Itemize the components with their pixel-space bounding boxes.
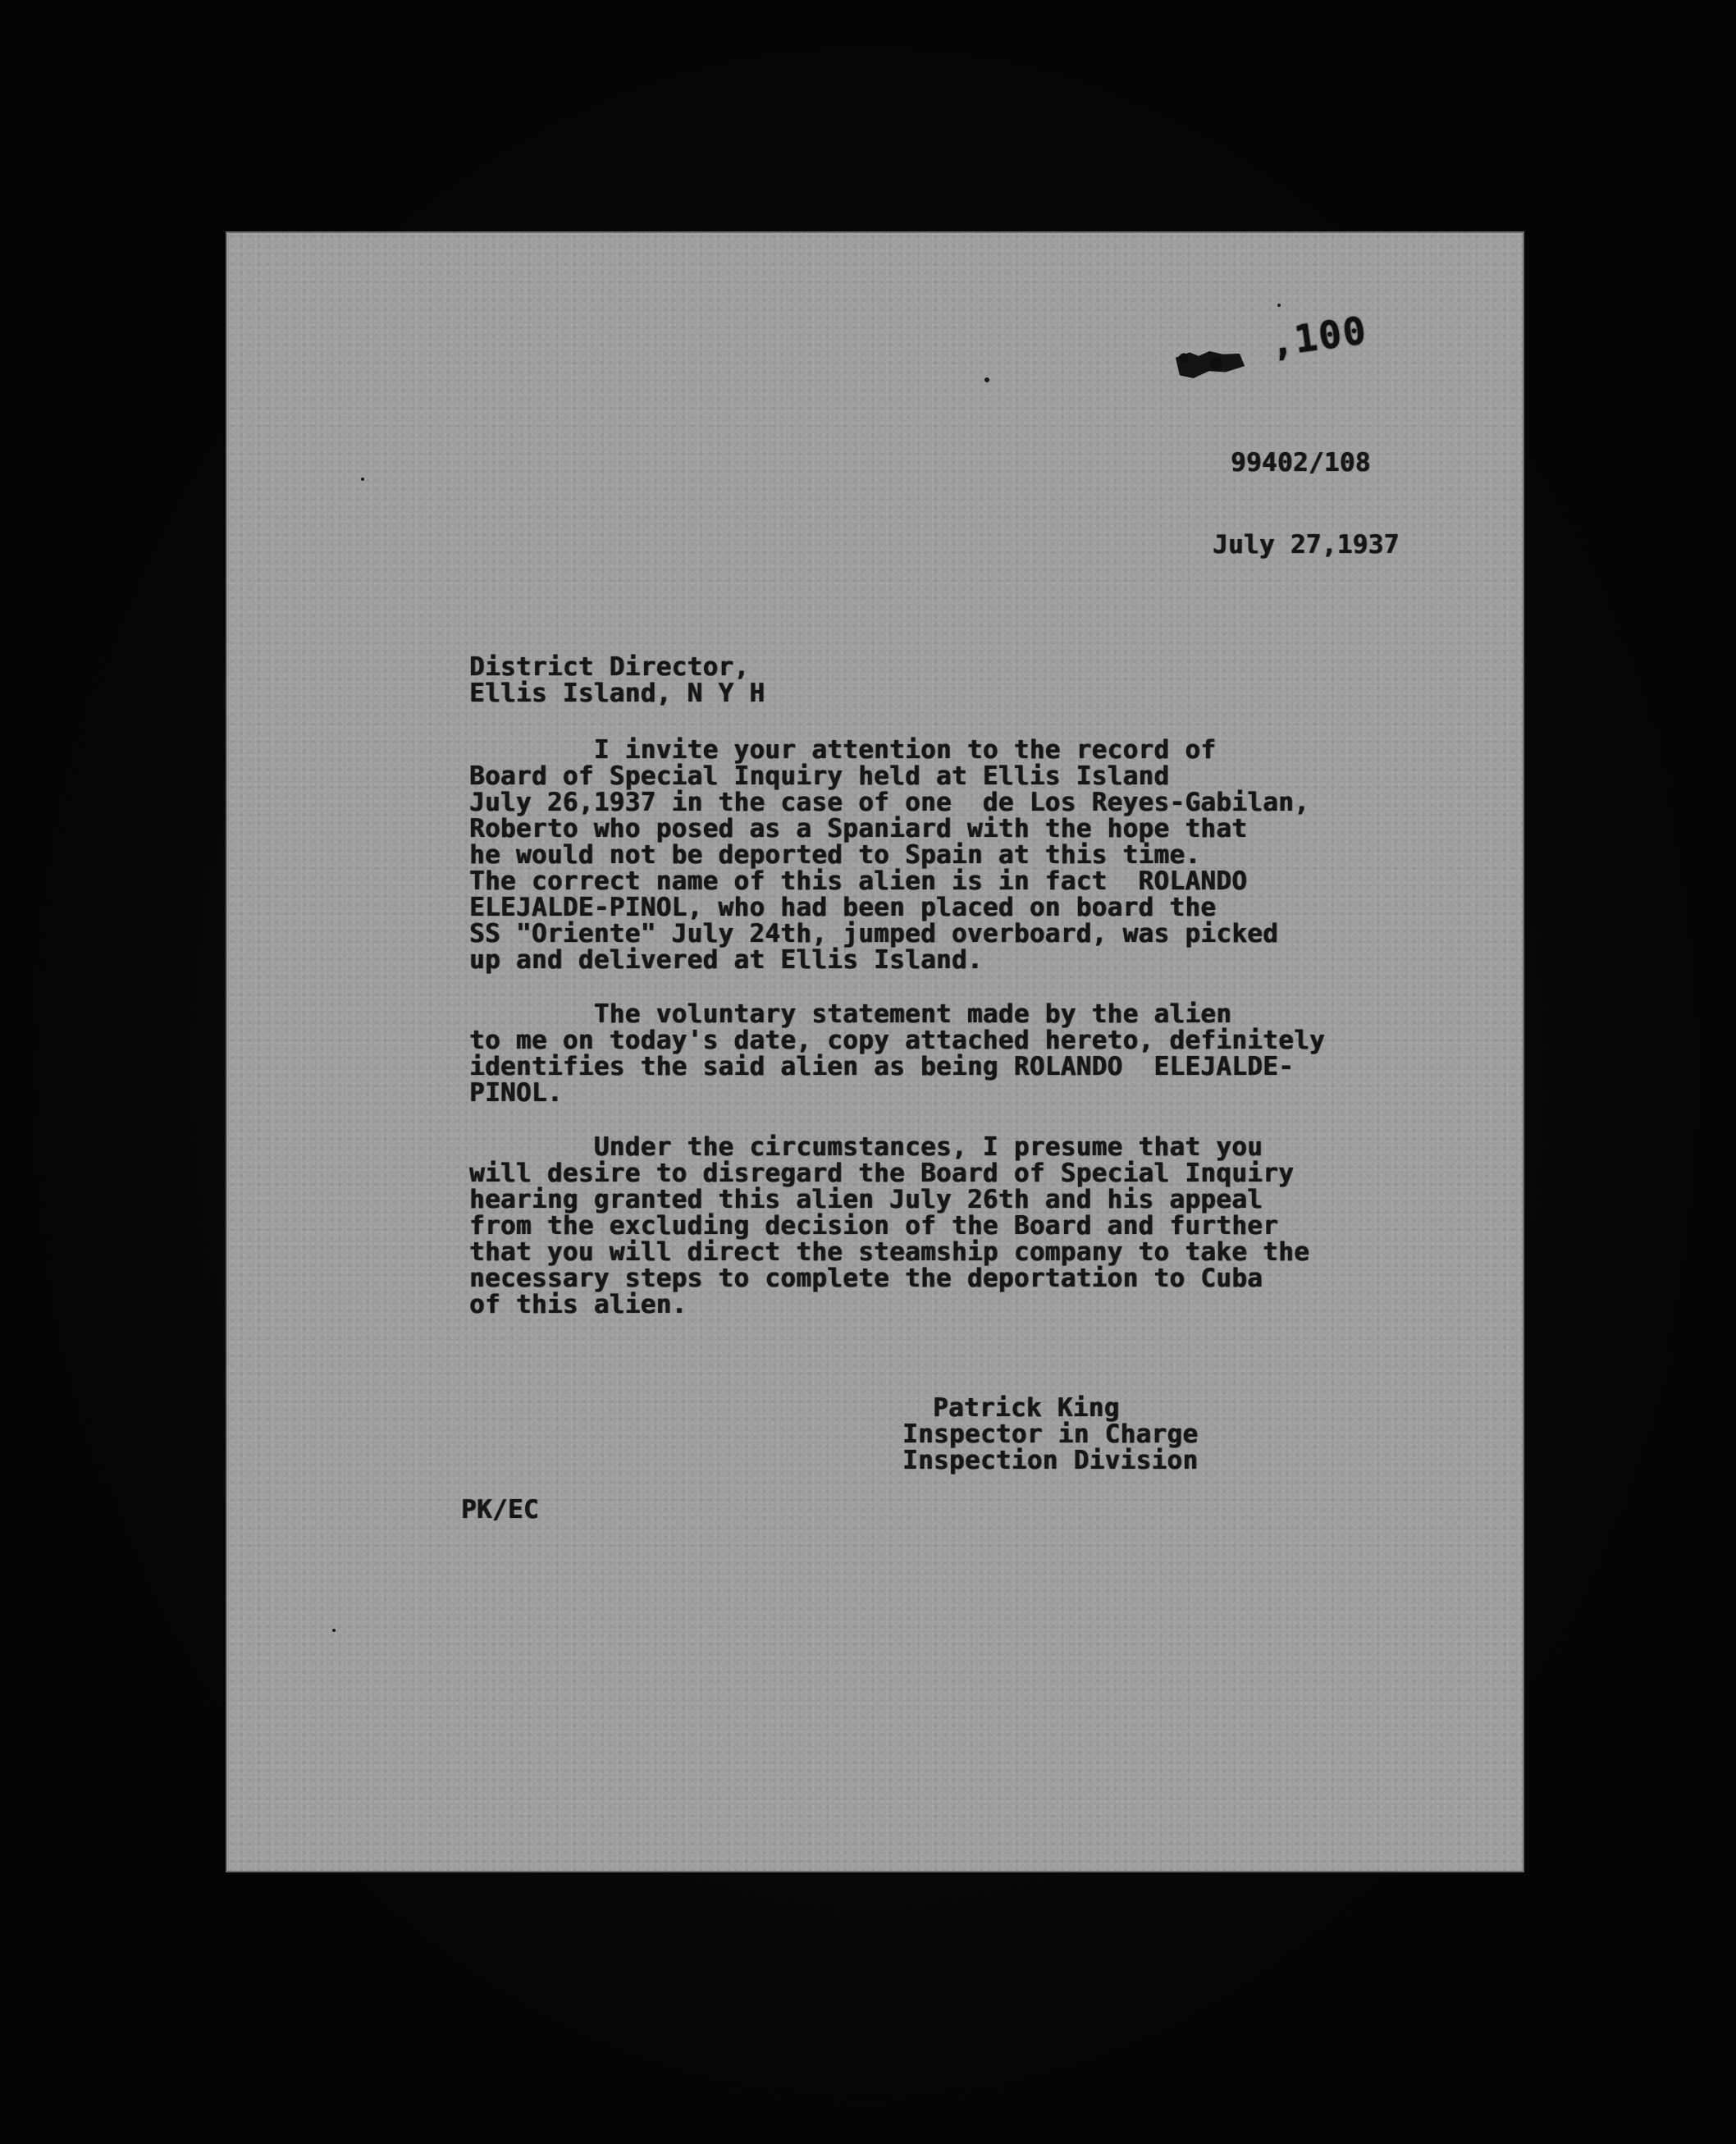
body-line: to me on today's date, copy attached hereto, definitely (469, 1026, 1325, 1055)
body-line: Board of Special Inquiry held at Ellis Island (469, 761, 1170, 791)
file-number: 99402/108 (1231, 448, 1371, 478)
paper-speck (361, 478, 364, 481)
signer-name: Patrick King (933, 1393, 1120, 1423)
body-line: Roberto who posed as a Spaniard with the hope that (469, 814, 1248, 843)
body-line: The voluntary statement made by the alien (469, 999, 1232, 1029)
body-line: that you will direct the steamship company to take the (469, 1237, 1310, 1267)
paper-speck (332, 1629, 336, 1632)
body-line: I invite your attention to the record of (469, 735, 1217, 765)
signer-title: Inspector in Charge (902, 1419, 1199, 1449)
stamp-number: ,100 (1267, 307, 1370, 366)
body-line: ELEJALDE-PINOL, who had been placed on board the (469, 893, 1217, 922)
addressee-line-1: District Director, (469, 652, 750, 682)
body-line: July 26,1937 in the case of one de Los Reyes-Gabilan, (469, 788, 1310, 817)
signer-division: Inspection Division (902, 1446, 1199, 1475)
body-line: of this alien. (469, 1290, 688, 1319)
paper-speck (984, 377, 989, 382)
body-line: The correct name of this alien is in fact ROLANDO (469, 866, 1248, 896)
typist-initials: PK/EC (461, 1495, 539, 1525)
body-line: will desire to disregard the Board of Special Inquiry (469, 1159, 1295, 1188)
body-line: he would not be deported to Spain at this time. (469, 840, 1201, 870)
body-line: Under the circumstances, I presume that you (469, 1132, 1263, 1162)
body-line: hearing granted this alien July 26th and his appeal (469, 1185, 1263, 1214)
addressee-line-2: Ellis Island, N Y H (469, 679, 765, 708)
body-line: from the excluding decision of the Board and further (469, 1211, 1279, 1241)
paper-speck (1277, 304, 1281, 307)
letter-date: July 27,1937 (1213, 530, 1400, 560)
body-line: PINOL. (469, 1078, 563, 1108)
body-line: identifies the said alien as being ROLANDO ELEJALDE- (469, 1052, 1295, 1081)
body-line: SS "Oriente" July 24th, jumped overboard, was picked (469, 919, 1279, 949)
body-line: up and delivered at Ellis Island. (469, 945, 983, 975)
body-line: necessary steps to complete the deportation to Cuba (469, 1264, 1263, 1293)
